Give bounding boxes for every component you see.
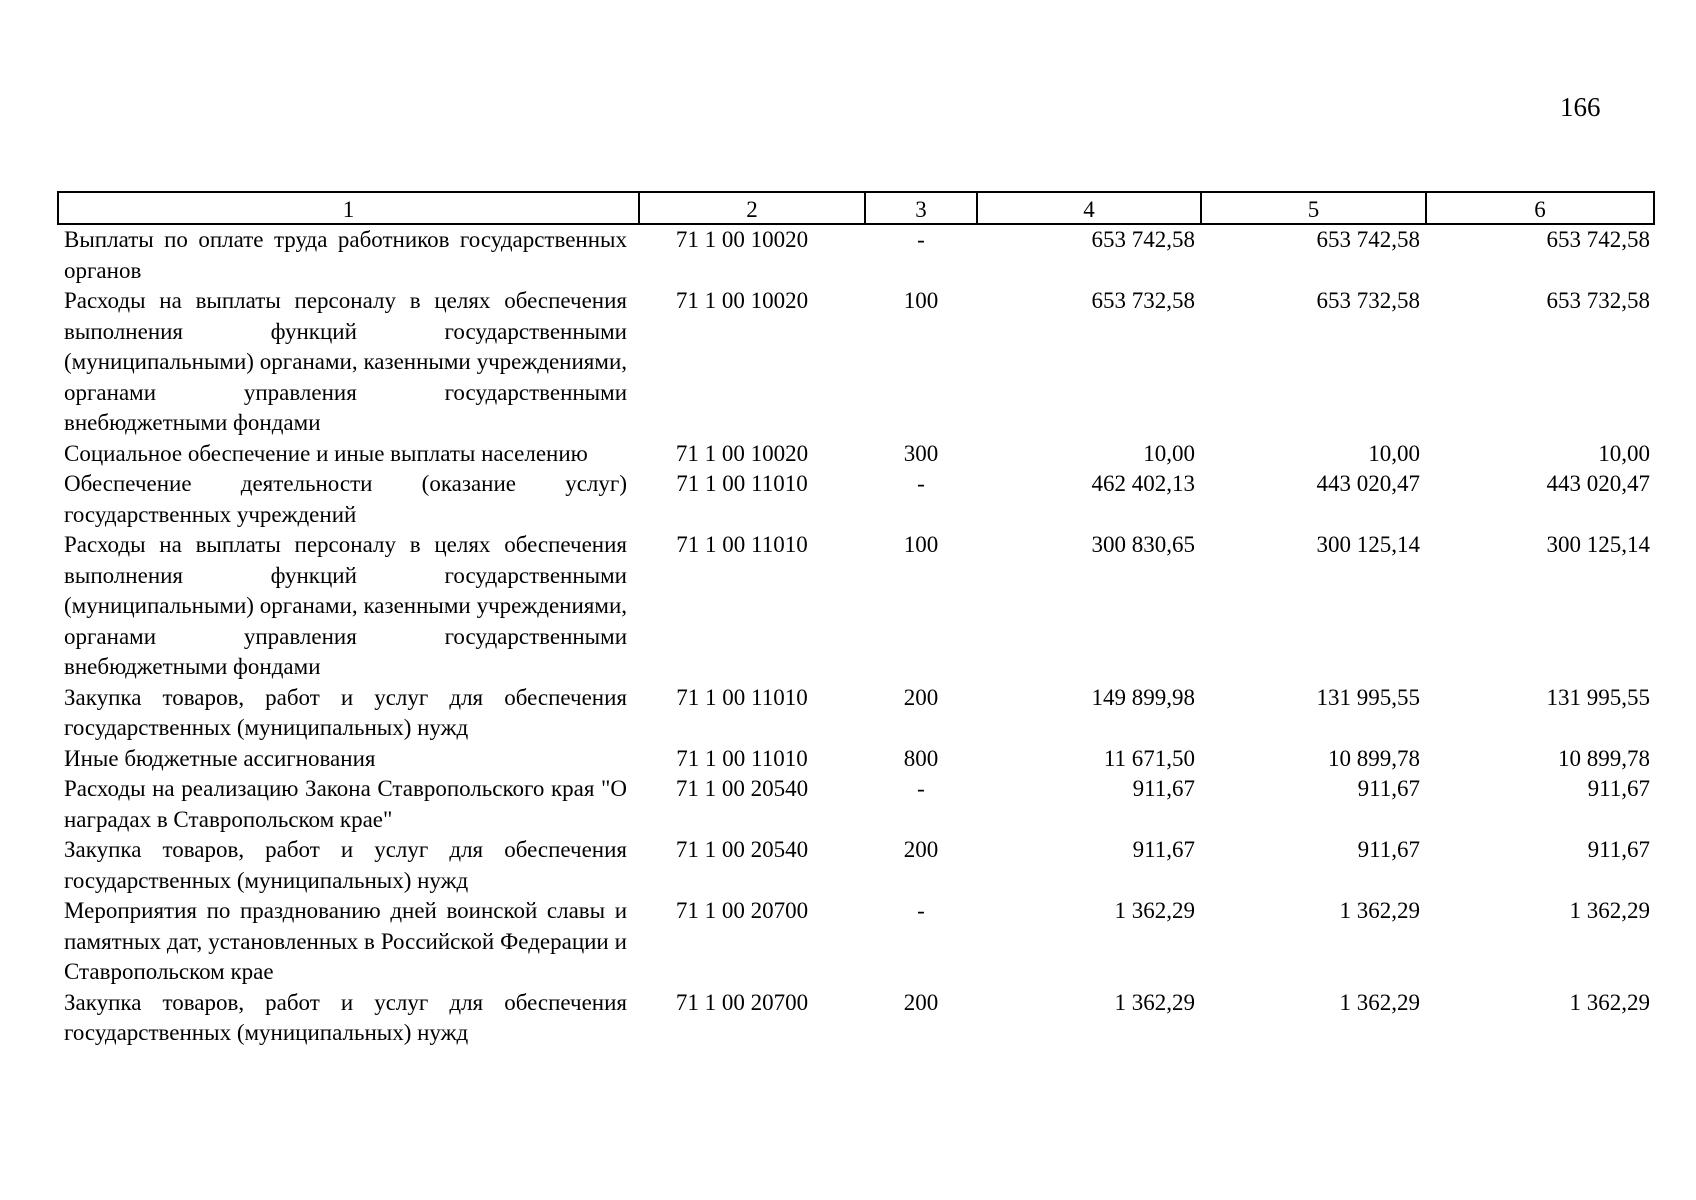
row-value-6: 300 125,14 xyxy=(1546,532,1650,557)
table-row xyxy=(58,439,1654,470)
row-value-6: 653 742,58 xyxy=(1546,227,1650,252)
row-value-6: 1 362,29 xyxy=(1569,898,1650,923)
row-name-text: Социальное обеспечение и иные выплаты населению xyxy=(64,440,588,466)
row-value-5: 1 362,29 xyxy=(1339,898,1420,923)
row-name-text: Расходы на выплаты персоналу в целях обеспечения выполнения функций государственными (муниципальными) органами, казенными учреждениями, органами управления государственными внебюджетными фондами xyxy=(64,288,627,435)
page-number: 166 xyxy=(1560,92,1601,122)
table-row xyxy=(58,683,1654,744)
row-name-text: Закупка товаров, работ и услуг для обеспечения государственных (муниципальных) нужд xyxy=(64,989,627,1045)
row-code: 71 1 00 10020 xyxy=(675,227,809,252)
row-value-4: 462 402,13 xyxy=(1091,471,1195,496)
row-expense-type: 200 xyxy=(903,837,939,862)
row-name-text: Закупка товаров, работ и услуг для обеспечения государственных (муниципальных) нужд xyxy=(64,684,627,740)
row-code: 71 1 00 10020 xyxy=(675,288,809,313)
row-expense-type: 300 xyxy=(903,440,939,466)
table-row xyxy=(58,744,1654,775)
column-header-4: 4 xyxy=(977,192,1201,224)
row-value-4: 911,67 xyxy=(1132,837,1195,862)
row-name xyxy=(58,530,639,683)
row-value-6: 653 732,58 xyxy=(1546,288,1650,313)
row-value-6: 131 995,55 xyxy=(1546,684,1650,710)
row-value-6: 911,67 xyxy=(1587,837,1650,862)
row-value-4: 149 899,98 xyxy=(1091,684,1195,710)
row-value-4: 11 671,50 xyxy=(1103,745,1195,771)
row-value-5: 911,67 xyxy=(1357,776,1420,801)
row-value-6: 10 899,78 xyxy=(1558,745,1650,771)
row-name xyxy=(58,683,639,744)
row-value-5: 443 020,47 xyxy=(1316,471,1420,496)
row-code: 71 1 00 20540 xyxy=(675,776,809,801)
row-code: 71 1 00 20700 xyxy=(675,989,809,1015)
row-value-4: 653 732,58 xyxy=(1091,288,1195,313)
row-name xyxy=(58,469,639,530)
row-value-6: 911,67 xyxy=(1587,776,1650,801)
row-expense-type: - xyxy=(917,471,925,496)
row-value-5: 300 125,14 xyxy=(1316,532,1420,557)
row-name-text: Расходы на реализацию Закона Ставропольского края "О наградах в Ставропольском крае" xyxy=(64,776,627,832)
row-expense-type: 100 xyxy=(903,532,939,557)
row-expense-type: - xyxy=(917,776,925,801)
table-row xyxy=(58,224,1654,286)
row-expense-type: 200 xyxy=(903,684,939,710)
column-header-2: 2 xyxy=(639,192,865,224)
table-row xyxy=(58,774,1654,835)
row-value-5: 911,67 xyxy=(1357,837,1420,862)
row-code: 71 1 00 11010 xyxy=(676,471,808,496)
row-name-text: Обеспечение деятельности (оказание услуг) государственных учреждений xyxy=(64,471,627,527)
row-code: 71 1 00 20540 xyxy=(675,837,809,862)
row-name xyxy=(58,774,639,835)
table-body xyxy=(58,224,1654,1049)
row-name xyxy=(58,988,639,1049)
row-value-5: 131 995,55 xyxy=(1316,684,1420,710)
row-value-6: 10,00 xyxy=(1598,440,1650,466)
table-row xyxy=(58,896,1654,988)
row-code: 71 1 00 11010 xyxy=(676,745,808,771)
row-name-text: Выплаты по оплате труда работников государственных органов xyxy=(64,227,627,283)
table-row xyxy=(58,988,1654,1049)
row-code: 71 1 00 11010 xyxy=(676,684,808,710)
table-row xyxy=(58,530,1654,683)
column-header-3: 3 xyxy=(865,192,977,224)
column-header-1: 1 xyxy=(58,192,639,224)
row-name xyxy=(58,224,639,286)
row-name-text: Мероприятия по празднованию дней воинской славы и памятных дат, установленных в Российской Федерации и Ставропольском крае xyxy=(64,898,627,984)
header-row xyxy=(58,192,1654,224)
row-name-text: Закупка товаров, работ и услуг для обеспечения государственных (муниципальных) нужд xyxy=(64,837,627,893)
row-value-5: 10,00 xyxy=(1368,440,1420,466)
row-name-text: Расходы на выплаты персоналу в целях обеспечения выполнения функций государственными (муниципальными) органами, казенными учреждениями, органами управления государственными внебюджетными фондами xyxy=(64,532,627,679)
row-name xyxy=(58,286,639,439)
row-value-4: 10,00 xyxy=(1143,440,1195,466)
row-name-text: Иные бюджетные ассигнования xyxy=(64,745,376,771)
column-header-6: 6 xyxy=(1426,192,1654,224)
row-code: 71 1 00 10020 xyxy=(675,440,809,466)
row-value-6: 443 020,47 xyxy=(1546,471,1650,496)
table-row xyxy=(58,286,1654,439)
row-expense-type: - xyxy=(917,227,925,252)
row-value-4: 911,67 xyxy=(1132,776,1195,801)
row-name xyxy=(58,896,639,988)
row-expense-type: 200 xyxy=(903,989,939,1015)
row-value-4: 653 742,58 xyxy=(1091,227,1195,252)
row-expense-type: 800 xyxy=(903,745,939,771)
row-value-5: 1 362,29 xyxy=(1339,989,1420,1015)
row-code: 71 1 00 11010 xyxy=(676,532,808,557)
row-value-6: 1 362,29 xyxy=(1569,989,1650,1015)
budget-table xyxy=(57,191,1655,1049)
row-expense-type: - xyxy=(917,898,925,923)
row-name xyxy=(58,835,639,896)
row-value-5: 653 732,58 xyxy=(1316,288,1420,313)
row-name xyxy=(58,744,639,775)
table-row xyxy=(58,835,1654,896)
row-value-5: 653 742,58 xyxy=(1316,227,1420,252)
row-value-4: 300 830,65 xyxy=(1091,532,1195,557)
column-header-5: 5 xyxy=(1201,192,1426,224)
row-code: 71 1 00 20700 xyxy=(675,898,809,923)
table-row xyxy=(58,469,1654,530)
row-expense-type: 100 xyxy=(903,288,939,313)
row-value-4: 1 362,29 xyxy=(1114,989,1195,1015)
table-header xyxy=(58,192,1654,224)
row-name xyxy=(58,439,639,470)
row-value-5: 10 899,78 xyxy=(1328,745,1420,771)
row-value-4: 1 362,29 xyxy=(1114,898,1195,923)
